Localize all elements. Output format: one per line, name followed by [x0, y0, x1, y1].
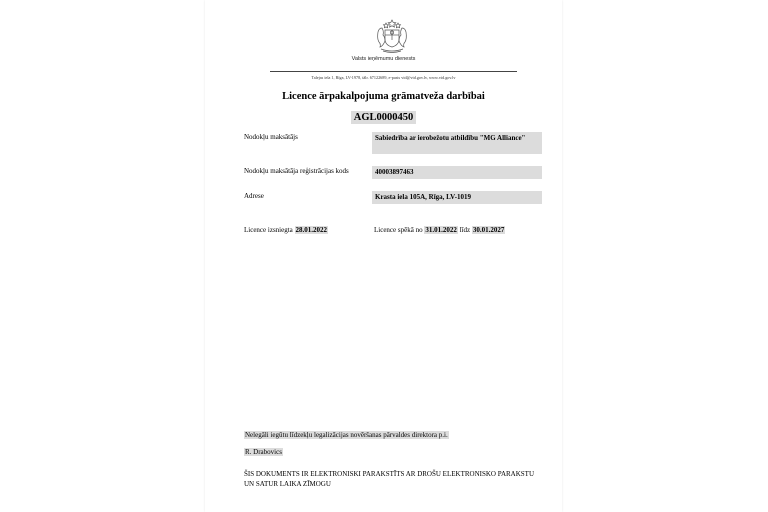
electronic-signature-notice: ŠIS DOKUMENTS IR ELEKTRONISKI PARAKSTĪTS AR DROŠU ELEKTRONISKO PARAKSTU UN SATUR LAIKA ZĪMOGU	[244, 470, 535, 488]
license-number: AGL0000450	[351, 111, 417, 124]
registration-code-value: 40003897463	[372, 166, 542, 179]
address-label: Adrese	[244, 192, 264, 200]
validity-row	[374, 226, 505, 234]
valid-from-date: 31.01.2022	[425, 226, 457, 234]
organization-name: Valsts ieņēmumu dienests	[351, 56, 416, 62]
signatory-position-text: Nelegāli iegūtu līdzekļu legalizācijas novēršanas pārvaldes direktora p.i.	[245, 431, 448, 439]
signatory-name: R. Drabovics	[245, 448, 282, 456]
issued-label: Licence izsniegta	[244, 226, 293, 234]
document-page	[205, 0, 562, 512]
license-number-row	[205, 107, 562, 125]
signatory-name-row	[244, 448, 283, 456]
header-divider	[270, 71, 517, 72]
taxpayer-label: Nodokļu maksātājs	[244, 133, 298, 141]
valid-from-label: Licence spēkā no	[374, 226, 423, 234]
valid-until-date: 30.01.2027	[472, 226, 505, 234]
valid-until-label: līdz	[459, 226, 471, 234]
signatory-position	[244, 431, 449, 439]
latvia-coat-of-arms-icon	[375, 18, 409, 54]
document-title: Licence ārpakalpojuma grāmatveža darbībai	[282, 91, 485, 102]
issued-date-row	[244, 226, 328, 234]
address-value: Krasta iela 105A, Rīga, LV-1019	[372, 191, 542, 204]
issued-date: 28.01.2022	[295, 226, 328, 234]
contact-line: Talejas iela 1, Rīga, LV-1978, tālr. 67122689, e-pasts vid@vid.gov.lv, www.vid.gov.lv	[311, 75, 456, 80]
registration-code-label: Nodokļu maksātāja reģistrācijas kods	[244, 167, 349, 175]
taxpayer-value: Sabiedrība ar ierobežotu atbildību "MG Alliance"	[372, 132, 542, 154]
